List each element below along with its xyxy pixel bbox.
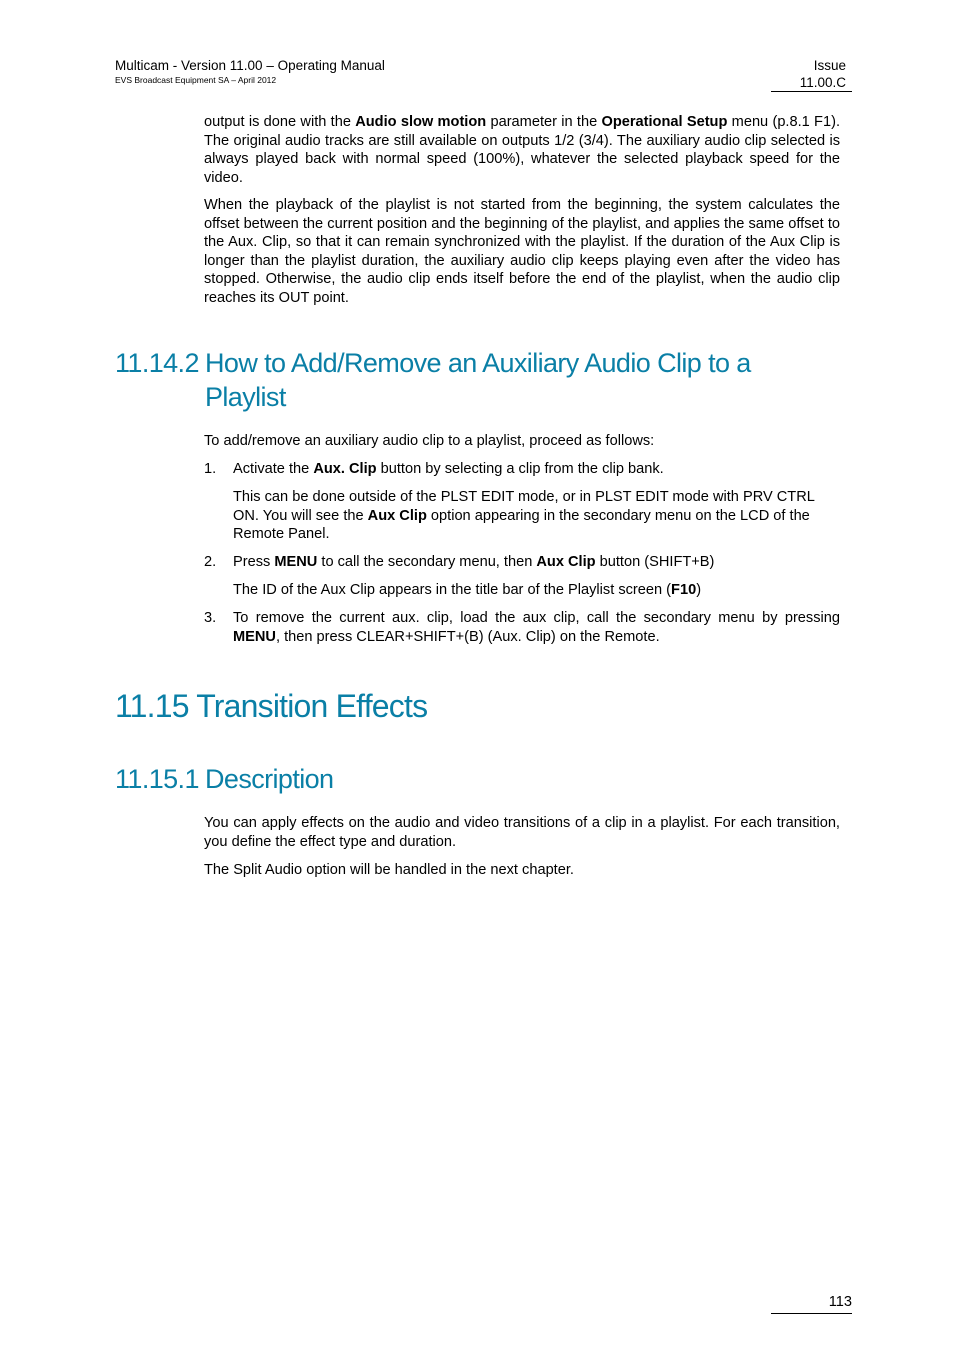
step-text — [233, 553, 840, 572]
section-lead: To add/remove an auxiliary audio clip to a playlist, proceed as follows: — [204, 433, 655, 449]
issue-block — [800, 58, 846, 91]
paragraph-description: You can apply effects on the audio and video transitions of a clip in a playlist. For each transition, you define the effect type and duration. — [204, 815, 840, 850]
document-title: Multicam - Version 11.00 – Operating Manual — [115, 58, 385, 73]
section-number: 11.15.1 — [115, 764, 199, 794]
bold-term: Operational Setup — [601, 114, 728, 130]
step-text — [233, 460, 840, 479]
text-run: option appearing in the secondary menu on the LCD of the Remote Panel. — [233, 507, 810, 543]
issue-value: 11.00.C — [799, 75, 846, 90]
text-run: , then press CLEAR+SHIFT+(B) (Aux. Clip) on the Remote. — [275, 628, 660, 645]
section-heading-11-15 — [115, 687, 427, 725]
paragraph-audio-output — [204, 113, 840, 187]
footer-rule — [771, 1313, 852, 1314]
bold-term: MENU — [233, 628, 276, 645]
text-run: This can be done outside of the PLST EDIT mode, or in PLST EDIT mode with PRV CTRL ON. You will see the — [233, 489, 815, 524]
text-run: ) — [696, 582, 702, 598]
text-run: button (SHIFT+B) — [595, 554, 715, 570]
bold-term: F10 — [671, 582, 697, 598]
paragraph-split-audio: The Split Audio option will be handled in the next chapter. — [204, 862, 574, 878]
text-run: output is done with the — [204, 114, 356, 130]
bold-term: Audio slow motion — [355, 114, 487, 130]
section-heading-11-14-2 — [115, 346, 855, 414]
section-title-line1: How to Add/Remove an Auxiliary Audio Clip to a — [205, 348, 751, 378]
section-title: Description — [205, 764, 334, 794]
text-run: button by selecting a clip from the clip bank. — [376, 461, 664, 477]
text-run: to call the secondary menu, then — [317, 554, 537, 570]
bold-term: Aux Clip — [536, 554, 596, 570]
page-number: 113 — [828, 1294, 852, 1310]
section-heading-11-15-1 — [115, 762, 855, 796]
bold-term: Aux Clip — [367, 507, 427, 524]
step-number: 3. — [204, 610, 217, 626]
text-run: menu (p.8.1 F1). The original audio tracks are still available on outputs 1/2 (3/4). The auxiliary audio clip selected is always played back with normal speed (100%), whatever the selected playback speed for the video. — [204, 114, 840, 186]
section-title: Transition Effects — [196, 688, 428, 724]
step-note — [233, 581, 840, 600]
text-run: To remove the current aux. clip, load the aux clip, call the secondary menu by pressing — [233, 610, 840, 626]
bold-term: MENU — [274, 554, 318, 570]
step-note — [233, 488, 840, 544]
paragraph-offset: When the playback of the playlist is not started from the beginning, the system calculates the offset between the current position and the beginning of the playlist, and applies the same offset to the Aux. Clip, so that it can remain synchronized with the playlist. If the duration of the Aux Clip is longer than the playlist duration, the auxiliary audio clip keeps playing even after the video has stopped. Otherwise, the audio clip ends itself before the end of the playlist, when the audio clip reaches its OUT point. — [204, 197, 840, 306]
text-run: Activate the — [233, 461, 314, 477]
step-number: 1. — [204, 461, 217, 477]
issue-label: Issue — [813, 58, 846, 73]
header-rule — [771, 91, 852, 92]
document-subtitle: EVS Broadcast Equipment SA – April 2012 — [115, 75, 277, 85]
step-number: 2. — [204, 554, 217, 570]
section-title-line2: Playlist — [205, 382, 286, 412]
text-run: Press — [233, 554, 275, 570]
section-number: 11.14.2 — [115, 348, 199, 378]
section-number: 11.15 — [115, 688, 189, 724]
step-text — [233, 609, 840, 646]
bold-term: Aux. Clip — [313, 461, 377, 477]
text-run: parameter in the — [486, 114, 602, 130]
running-header — [115, 58, 385, 86]
text-run: The ID of the Aux Clip appears in the title bar of the Playlist screen ( — [233, 582, 672, 598]
